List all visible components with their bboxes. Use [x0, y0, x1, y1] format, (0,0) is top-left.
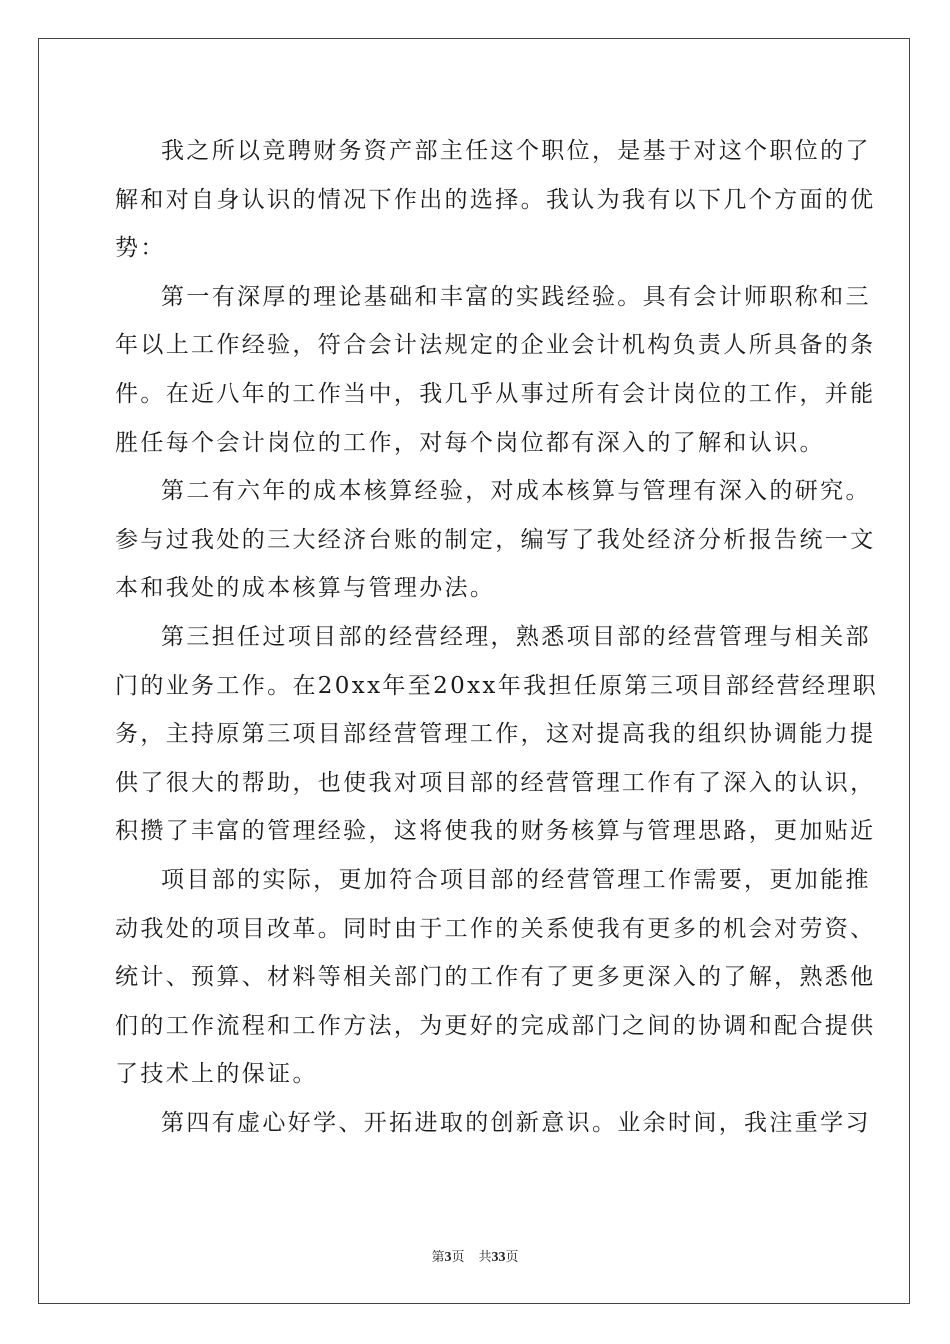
text-line: 胜任每个会计岗位的工作，对每个岗位都有深入的了解和认识。 [115, 429, 825, 456]
total-page-count: 33 [491, 1250, 506, 1265]
text-line: 积攒了丰富的管理经验，这将使我的财务核算与管理思路，更加贴近 [115, 818, 876, 845]
text-line: 们的工作流程和工作方法，为更好的完成部门之间的协调和配合提供 [115, 1012, 876, 1039]
page-number-footer [0, 1246, 950, 1266]
text-line: 供了很大的帮助，也使我对项目部的经营管理工作有了深入的认识， [115, 769, 876, 796]
text-line: 第四有虚心好学、开拓进取的创新意识。业余时间，我注重学习 [161, 1109, 871, 1136]
text-line: 项目部的实际，更加符合项目部的经营管理工作需要，更加能推 [161, 866, 871, 893]
text-line: 务，主持原第三项目部经营管理工作，这对提高我的组织协调能力提 [115, 721, 876, 748]
text-line: 第三担任过项目部的经营经理，熟悉项目部的经营管理与相关部 [161, 623, 871, 650]
footer-prefix: 第 [431, 1250, 445, 1265]
text-line: 门的业务工作。在20xx年至20xx年我担任原第三项目部经营经理职 [115, 672, 878, 699]
footer-page-suffix: 页 [451, 1250, 465, 1265]
document-body [115, 127, 878, 1147]
text-line: 参与过我处的三大经济台账的制定，编写了我处经济分析报告统一文 [115, 526, 876, 553]
text-line: 我之所以竞聘财务资产部主任这个职位，是基于对这个职位的了 [161, 138, 871, 164]
text-line: 动我处的项目改革。同时由于工作的关系使我有更多的机会对劳资、 [115, 915, 876, 942]
text-line: 第二有六年的成本核算经验，对成本核算与管理有深入的研究。 [161, 478, 871, 505]
text-line: 件。在近八年的工作当中，我几乎从事过所有会计岗位的工作，并能 [115, 380, 876, 407]
text-line: 本和我处的成本核算与管理办法。 [115, 575, 496, 602]
text-line: 了技术上的保证。 [115, 1061, 318, 1088]
footer-total-prefix: 共 [478, 1250, 492, 1265]
text-line: 年以上工作经验，符合会计法规定的企业会计机构负责人所具备的条 [115, 332, 876, 359]
text-line: 统计、预算、材料等相关部门的工作有了更多更深入的了解，熟悉他 [115, 964, 876, 991]
text-line: 解和对自身认识的情况下作出的选择。我认为我有以下几个方面的优 [115, 186, 876, 213]
text-line: 第一有深厚的理论基础和丰富的实践经验。具有会计师职称和三 [161, 283, 871, 310]
current-page-number: 3 [444, 1250, 452, 1265]
text-line: 势： [115, 235, 166, 262]
footer-total-suffix: 页 [505, 1250, 519, 1265]
